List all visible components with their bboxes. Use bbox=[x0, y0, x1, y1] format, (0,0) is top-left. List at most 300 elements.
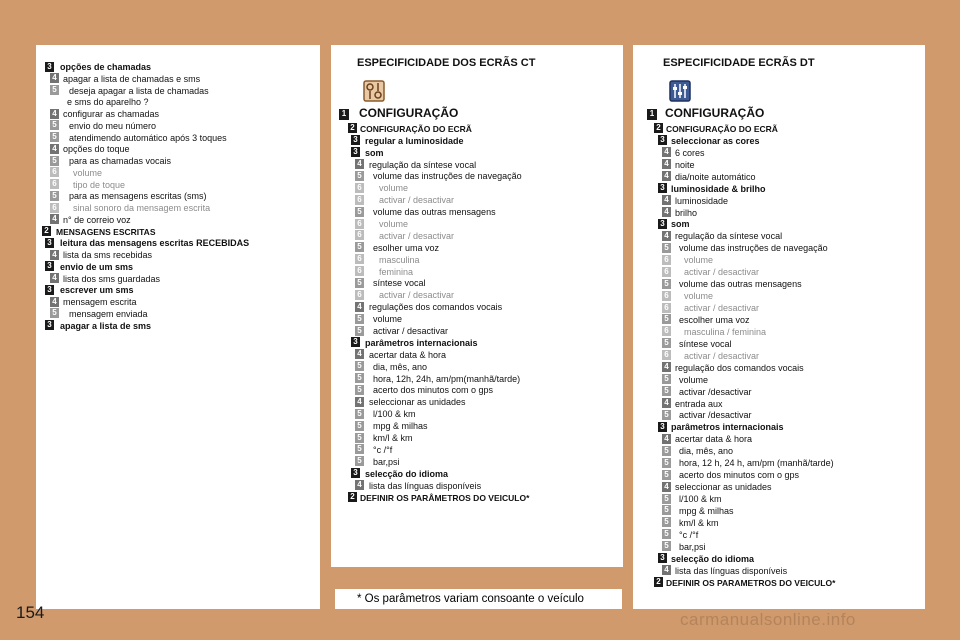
level-badge: 3 bbox=[45, 62, 54, 72]
level-badge: 3 bbox=[45, 261, 54, 271]
level-badge: 4 bbox=[50, 109, 59, 119]
level-badge: 5 bbox=[50, 156, 59, 166]
level-badge: 5 bbox=[355, 361, 364, 371]
menu-item-label: volume bbox=[73, 167, 103, 178]
menu-item bbox=[633, 398, 925, 410]
watermark: carmanualsonline.info bbox=[680, 610, 856, 629]
menu-item-label: acertar data & hora bbox=[369, 349, 447, 360]
menu-item bbox=[633, 338, 925, 350]
menu-item-label: volume bbox=[684, 291, 714, 302]
menu-item-label: volume bbox=[679, 374, 709, 385]
level-badge: 6 bbox=[355, 230, 364, 240]
level-badge: 4 bbox=[662, 362, 671, 372]
level-badge: 3 bbox=[351, 147, 360, 157]
menu-item bbox=[36, 308, 320, 320]
menu-item-label: volume bbox=[379, 183, 409, 194]
menu-item bbox=[331, 361, 623, 373]
menu-item bbox=[331, 384, 623, 396]
menu-item bbox=[331, 206, 623, 218]
menu-item-label: mpg & milhas bbox=[373, 421, 428, 432]
menu-item-label: luminosidade & brilho bbox=[671, 183, 766, 194]
menu-item bbox=[331, 468, 623, 480]
menu-item-label: sinal sonoro da mensagem escrita bbox=[73, 203, 211, 213]
menu-item bbox=[633, 350, 925, 362]
menu-item bbox=[633, 278, 925, 290]
menu-item bbox=[331, 432, 623, 444]
level-badge: 5 bbox=[355, 385, 364, 395]
level-badge: 5 bbox=[355, 171, 364, 181]
level-badge: 6 bbox=[662, 291, 671, 301]
menu-item bbox=[633, 290, 925, 302]
menu-item bbox=[633, 207, 925, 219]
menu-item-label: acertar data & hora bbox=[675, 434, 753, 445]
menu-item-label: masculina / feminina bbox=[684, 326, 767, 337]
menu-item-label: envio de um sms bbox=[60, 261, 134, 272]
menu-item-label: apagar a lista de chamadas e sms bbox=[63, 73, 201, 84]
level-badge: 5 bbox=[50, 132, 59, 142]
menu-item-label: e sms do aparelho ? bbox=[67, 97, 149, 108]
level-badge: 6 bbox=[50, 179, 59, 189]
menu-item-label: l/100 & km bbox=[679, 494, 722, 504]
menu-item bbox=[633, 230, 925, 242]
menu-item-label: síntese vocal bbox=[679, 338, 732, 349]
menu-item bbox=[633, 242, 925, 254]
menu-item bbox=[36, 237, 320, 249]
level-badge: 5 bbox=[50, 308, 59, 318]
level-badge: 3 bbox=[45, 285, 54, 295]
menu-item bbox=[633, 517, 925, 529]
menu-item-label: activar / desactivar bbox=[379, 230, 455, 241]
menu-item-label: CONFIGURAÇÃO DO ECRÃ bbox=[360, 123, 472, 134]
level-badge: 6 bbox=[355, 195, 364, 205]
menu-item-label: regulação da síntese vocal bbox=[369, 159, 477, 170]
menu-item bbox=[633, 386, 925, 398]
menu-item bbox=[331, 444, 623, 456]
menu-item bbox=[633, 326, 925, 338]
level-badge: 5 bbox=[662, 470, 671, 480]
menu-item-label: volume das instruções de navegação bbox=[373, 171, 522, 182]
menu-item-label: selecção do idioma bbox=[365, 468, 449, 479]
menu-item-label: volume das instruções de navegação bbox=[679, 243, 828, 254]
menu-item-label: lista dos sms guardadas bbox=[63, 273, 161, 284]
level-badge: 5 bbox=[355, 278, 364, 288]
menu-item bbox=[331, 194, 623, 206]
menu-item-label: entrada aux bbox=[675, 398, 723, 409]
menu-item-label: feminina bbox=[379, 266, 414, 277]
level-badge: 6 bbox=[662, 303, 671, 313]
menu-item-label: seleccionar as unidades bbox=[675, 482, 772, 493]
menu-item-label: lista das línguas disponíveis bbox=[675, 565, 788, 576]
menu-item bbox=[633, 266, 925, 278]
level-badge: 5 bbox=[662, 446, 671, 456]
menu-item-label: síntese vocal bbox=[373, 278, 426, 289]
menu-item bbox=[633, 374, 925, 386]
menu-item-label: regulação da síntese vocal bbox=[675, 231, 783, 242]
level-badge: 4 bbox=[355, 480, 364, 490]
level-badge: 5 bbox=[662, 374, 671, 384]
menu-item-label: envio do meu número bbox=[69, 120, 157, 131]
menu-item bbox=[331, 313, 623, 325]
menu-item-label: activar / desactivar bbox=[684, 350, 760, 361]
panel-left bbox=[36, 45, 320, 609]
level-badge: 5 bbox=[50, 191, 59, 201]
menu-item-label: dia/noite automático bbox=[675, 171, 756, 182]
menu-item-label: volume das outras mensagens bbox=[373, 207, 496, 218]
footnote: * Os parâmetros variam consoante o veículo bbox=[335, 589, 622, 609]
menu-item-label: configurar as chamadas bbox=[63, 109, 160, 119]
menu-item bbox=[633, 457, 925, 469]
menu-item bbox=[331, 159, 623, 171]
panel-ct-screens bbox=[331, 45, 623, 567]
menu-item bbox=[36, 96, 320, 108]
menu-item bbox=[633, 362, 925, 374]
menu-item-label: lista da sms recebidas bbox=[63, 250, 153, 260]
menu-item-label: DEFINIR OS PARÂMETROS DO VEICULO* bbox=[360, 492, 530, 503]
menu-item-label: som bbox=[365, 147, 384, 158]
menu-item-label: regulação dos comandos vocais bbox=[675, 362, 804, 373]
level-badge: 6 bbox=[50, 203, 59, 213]
menu-item-label: tipo de toque bbox=[73, 179, 126, 190]
menu-item-label: km/l & km bbox=[679, 517, 719, 528]
menu-item-label: activar / desactivar bbox=[684, 303, 760, 313]
menu-item-label: lista das línguas disponíveis bbox=[369, 480, 482, 491]
menu-item bbox=[331, 456, 623, 468]
level-badge: 4 bbox=[662, 207, 671, 217]
level-badge: 6 bbox=[355, 266, 364, 276]
menu-item-label: acerto dos minutos com o gps bbox=[373, 385, 494, 396]
menu-item-label: esolher uma voz bbox=[373, 242, 440, 253]
menu-item bbox=[331, 254, 623, 266]
menu-item-label: activar /desactivar bbox=[679, 386, 752, 397]
menu-item-label: seleccionar as unidades bbox=[369, 397, 466, 408]
menu-item-label: n° de correio voz bbox=[63, 214, 131, 225]
menu-item bbox=[331, 349, 623, 361]
menu-item-label: brilho bbox=[675, 207, 698, 218]
menu-item bbox=[36, 226, 320, 238]
level-badge: 4 bbox=[355, 349, 364, 359]
menu-item-label: CONFIGURAÇÃO DO ECRÃ bbox=[666, 123, 778, 134]
menu-item bbox=[633, 409, 925, 421]
menu-item-label: activar / desactivar bbox=[379, 195, 455, 206]
level-badge: 5 bbox=[662, 338, 671, 348]
menu-item bbox=[36, 143, 320, 155]
menu-item bbox=[331, 182, 623, 194]
menu-item bbox=[331, 301, 623, 313]
menu-item-label: activar /desactivar bbox=[679, 410, 752, 421]
menu-item bbox=[36, 179, 320, 191]
level-badge: 5 bbox=[662, 541, 671, 551]
panel-dt-screens bbox=[633, 45, 925, 609]
level-badge: 5 bbox=[355, 373, 364, 383]
level-badge: 6 bbox=[355, 219, 364, 229]
level-badge: 3 bbox=[658, 553, 667, 563]
menu-item bbox=[331, 108, 623, 123]
menu-item bbox=[331, 135, 623, 147]
level-badge: 3 bbox=[45, 320, 54, 330]
level-badge: 3 bbox=[658, 183, 667, 193]
menu-item-label: bar,psi bbox=[679, 541, 706, 552]
menu-item bbox=[633, 108, 925, 123]
menu-item bbox=[633, 314, 925, 326]
menu-item bbox=[633, 135, 925, 147]
menu-item-label: activar / desactivar bbox=[684, 267, 760, 278]
level-badge: 6 bbox=[355, 290, 364, 300]
level-badge: 4 bbox=[50, 273, 59, 283]
menu-item bbox=[633, 218, 925, 230]
menu-item bbox=[331, 325, 623, 337]
menu-item-label: km/l & km bbox=[373, 433, 413, 444]
dt-screen-icon bbox=[669, 80, 691, 102]
menu-item-label: activar / desactivar bbox=[373, 326, 449, 337]
menu-item bbox=[633, 195, 925, 207]
level-badge: 4 bbox=[355, 159, 364, 169]
dt-heading: ESPECIFICIDADE ECRÃS DT bbox=[663, 57, 815, 69]
level-badge: 5 bbox=[355, 326, 364, 336]
level-badge: 4 bbox=[662, 565, 671, 575]
page-number: 154 bbox=[16, 603, 45, 622]
menu-item bbox=[633, 123, 925, 135]
level-badge: 6 bbox=[662, 350, 671, 360]
menu-item bbox=[633, 529, 925, 541]
menu-item-label: bar,psi bbox=[373, 456, 400, 467]
menu-tree-phone bbox=[36, 61, 320, 331]
menu-item-label: l/100 & km bbox=[373, 409, 416, 420]
level-badge: 3 bbox=[658, 422, 667, 432]
level-badge: 4 bbox=[662, 195, 671, 205]
menu-item-label: noite bbox=[675, 159, 695, 170]
level-badge: 6 bbox=[662, 267, 671, 277]
menu-item-label: apagar a lista de sms bbox=[60, 320, 152, 331]
menu-item bbox=[331, 123, 623, 135]
level-badge: 5 bbox=[355, 409, 364, 419]
menu-item bbox=[36, 273, 320, 285]
menu-item bbox=[36, 249, 320, 261]
level-badge: 5 bbox=[662, 494, 671, 504]
menu-item bbox=[331, 408, 623, 420]
level-badge: 2 bbox=[654, 123, 663, 133]
menu-item bbox=[633, 577, 925, 589]
menu-item-label: volume bbox=[684, 255, 714, 266]
menu-item-label: mpg & milhas bbox=[679, 505, 734, 516]
menu-item bbox=[633, 183, 925, 195]
menu-item bbox=[36, 214, 320, 226]
menu-item-label: °c /°f bbox=[373, 444, 393, 455]
level-badge: 5 bbox=[662, 505, 671, 515]
menu-item bbox=[36, 261, 320, 273]
menu-item bbox=[633, 493, 925, 505]
menu-item-label: opções de chamadas bbox=[60, 62, 152, 72]
level-badge: 3 bbox=[658, 135, 667, 145]
menu-item bbox=[331, 230, 623, 242]
level-badge: 4 bbox=[355, 397, 364, 407]
level-badge: 4 bbox=[662, 482, 671, 492]
level-badge: 5 bbox=[355, 456, 364, 466]
menu-item-label: dia, mês, ano bbox=[679, 446, 734, 457]
menu-item bbox=[331, 218, 623, 230]
menu-item bbox=[36, 284, 320, 296]
menu-item-label: escrever um sms bbox=[60, 285, 134, 296]
menu-item bbox=[633, 469, 925, 481]
menu-item bbox=[633, 254, 925, 266]
menu-item-label: hora, 12h, 24h, am/pm(manhã/tarde) bbox=[373, 373, 521, 384]
menu-item-label: deseja apagar a lista de chamadas bbox=[69, 85, 209, 96]
menu-item bbox=[331, 277, 623, 289]
level-badge: 4 bbox=[662, 231, 671, 241]
menu-item-label: mensagem escrita bbox=[63, 297, 137, 307]
level-badge: 5 bbox=[355, 444, 364, 454]
menu-item-label: MENSAGENS ESCRITAS bbox=[56, 226, 156, 237]
level-badge: 4 bbox=[50, 144, 59, 154]
menu-item bbox=[36, 73, 320, 85]
menu-item bbox=[633, 565, 925, 577]
menu-item bbox=[36, 120, 320, 132]
menu-item-label: regulações dos comandos vocais bbox=[369, 302, 503, 313]
level-badge: 5 bbox=[355, 314, 364, 324]
menu-item-label: som bbox=[671, 219, 690, 230]
level-badge: 3 bbox=[351, 468, 360, 478]
menu-item-label: 6 cores bbox=[675, 147, 705, 158]
ct-screen-icon bbox=[363, 80, 385, 102]
menu-item bbox=[633, 302, 925, 314]
menu-item bbox=[633, 147, 925, 159]
menu-item-label: volume bbox=[373, 314, 403, 325]
level-badge: 5 bbox=[662, 517, 671, 527]
level-badge: 1 bbox=[339, 109, 349, 120]
menu-tree-ct bbox=[331, 108, 623, 503]
menu-item bbox=[331, 480, 623, 492]
menu-item bbox=[633, 421, 925, 433]
menu-item-label: hora, 12 h, 24 h, am/pm (manhã/tarde) bbox=[679, 458, 834, 469]
menu-item bbox=[36, 296, 320, 308]
menu-item bbox=[36, 155, 320, 167]
menu-tree-dt bbox=[633, 108, 925, 589]
menu-item bbox=[633, 171, 925, 183]
menu-item bbox=[331, 373, 623, 385]
menu-item-label: CONFIGURAÇÃO bbox=[665, 106, 765, 120]
menu-item bbox=[331, 337, 623, 349]
menu-item bbox=[36, 202, 320, 214]
menu-item bbox=[36, 320, 320, 332]
menu-item bbox=[633, 481, 925, 493]
menu-item-label: regular a luminosidade bbox=[365, 135, 464, 146]
menu-item-label: para as mensagens escritas (sms) bbox=[69, 191, 207, 202]
menu-item-label: masculina bbox=[379, 254, 420, 265]
level-badge: 4 bbox=[662, 398, 671, 408]
level-badge: 2 bbox=[348, 492, 357, 502]
level-badge: 2 bbox=[42, 226, 51, 236]
menu-item bbox=[36, 132, 320, 144]
level-badge: 5 bbox=[662, 243, 671, 253]
level-badge: 5 bbox=[662, 529, 671, 539]
level-badge: 5 bbox=[50, 120, 59, 130]
menu-item-label: selecção do idioma bbox=[671, 553, 755, 564]
menu-item bbox=[633, 159, 925, 171]
level-badge: 5 bbox=[662, 279, 671, 289]
menu-item-label: para as chamadas vocais bbox=[69, 156, 172, 166]
level-badge: 6 bbox=[355, 254, 364, 264]
ct-heading: ESPECIFICIDADE DOS ECRÃS CT bbox=[357, 57, 536, 69]
menu-item bbox=[633, 505, 925, 517]
level-badge: 3 bbox=[351, 135, 360, 145]
level-badge: 6 bbox=[662, 326, 671, 336]
level-badge: 5 bbox=[662, 386, 671, 396]
level-badge: 4 bbox=[662, 147, 671, 157]
level-badge: 2 bbox=[654, 577, 663, 587]
menu-item-label: opções do toque bbox=[63, 144, 130, 155]
level-badge: 4 bbox=[50, 73, 59, 83]
level-badge: 1 bbox=[647, 109, 657, 120]
menu-item bbox=[633, 445, 925, 457]
level-badge: 4 bbox=[50, 297, 59, 307]
menu-item-label: leitura das mensagens escritas RECEBIDAS bbox=[60, 238, 250, 249]
menu-item-label: CONFIGURAÇÃO bbox=[359, 106, 459, 120]
level-badge: 4 bbox=[50, 214, 59, 224]
menu-item-label: DEFINIR OS PARAMETROS DO VEICULO* bbox=[666, 577, 836, 588]
menu-item-label: dia, mês, ano bbox=[373, 361, 428, 372]
menu-item bbox=[633, 433, 925, 445]
menu-item-label: escolher uma voz bbox=[679, 314, 750, 325]
menu-item-label: °c /°f bbox=[679, 529, 699, 540]
level-badge: 3 bbox=[351, 337, 360, 347]
level-badge: 5 bbox=[355, 433, 364, 443]
menu-item bbox=[36, 167, 320, 179]
menu-item-label: volume das outras mensagens bbox=[679, 279, 802, 290]
menu-item bbox=[331, 289, 623, 301]
menu-item-label: acerto dos minutos com o gps bbox=[679, 470, 800, 481]
menu-item-label: mensagem enviada bbox=[69, 308, 148, 319]
level-badge: 5 bbox=[662, 410, 671, 420]
menu-item bbox=[331, 170, 623, 182]
level-badge: 4 bbox=[662, 171, 671, 181]
level-badge: 3 bbox=[658, 219, 667, 229]
level-badge: 5 bbox=[662, 458, 671, 468]
level-badge: 5 bbox=[50, 85, 59, 95]
level-badge: 5 bbox=[355, 207, 364, 217]
menu-item bbox=[36, 108, 320, 120]
menu-item bbox=[36, 85, 320, 97]
menu-item bbox=[633, 541, 925, 553]
level-badge: 5 bbox=[355, 242, 364, 252]
menu-item-label: parâmetros internacionais bbox=[671, 422, 784, 433]
menu-item-label: activar / desactivar bbox=[379, 290, 455, 301]
menu-item bbox=[331, 420, 623, 432]
menu-item-label: volume bbox=[379, 219, 409, 230]
level-badge: 4 bbox=[662, 159, 671, 169]
menu-item bbox=[331, 396, 623, 408]
level-badge: 5 bbox=[355, 421, 364, 431]
level-badge: 4 bbox=[50, 250, 59, 260]
menu-item bbox=[331, 266, 623, 278]
menu-item bbox=[633, 553, 925, 565]
level-badge: 4 bbox=[355, 302, 364, 312]
level-badge: 2 bbox=[348, 123, 357, 133]
menu-item-label: luminosidade bbox=[675, 195, 729, 206]
menu-item bbox=[331, 147, 623, 159]
menu-item-label: seleccionar as cores bbox=[671, 135, 760, 146]
level-badge: 5 bbox=[662, 314, 671, 324]
menu-item-label: atendimendo automático após 3 toques bbox=[69, 132, 227, 143]
level-badge: 6 bbox=[662, 255, 671, 265]
menu-item bbox=[36, 190, 320, 202]
level-badge: 6 bbox=[355, 183, 364, 193]
level-badge: 4 bbox=[662, 434, 671, 444]
menu-item-label: parâmetros internacionais bbox=[365, 337, 478, 348]
menu-item bbox=[331, 242, 623, 254]
menu-item bbox=[36, 61, 320, 73]
level-badge: 3 bbox=[45, 238, 54, 248]
menu-item bbox=[331, 492, 623, 504]
level-badge: 6 bbox=[50, 167, 59, 177]
